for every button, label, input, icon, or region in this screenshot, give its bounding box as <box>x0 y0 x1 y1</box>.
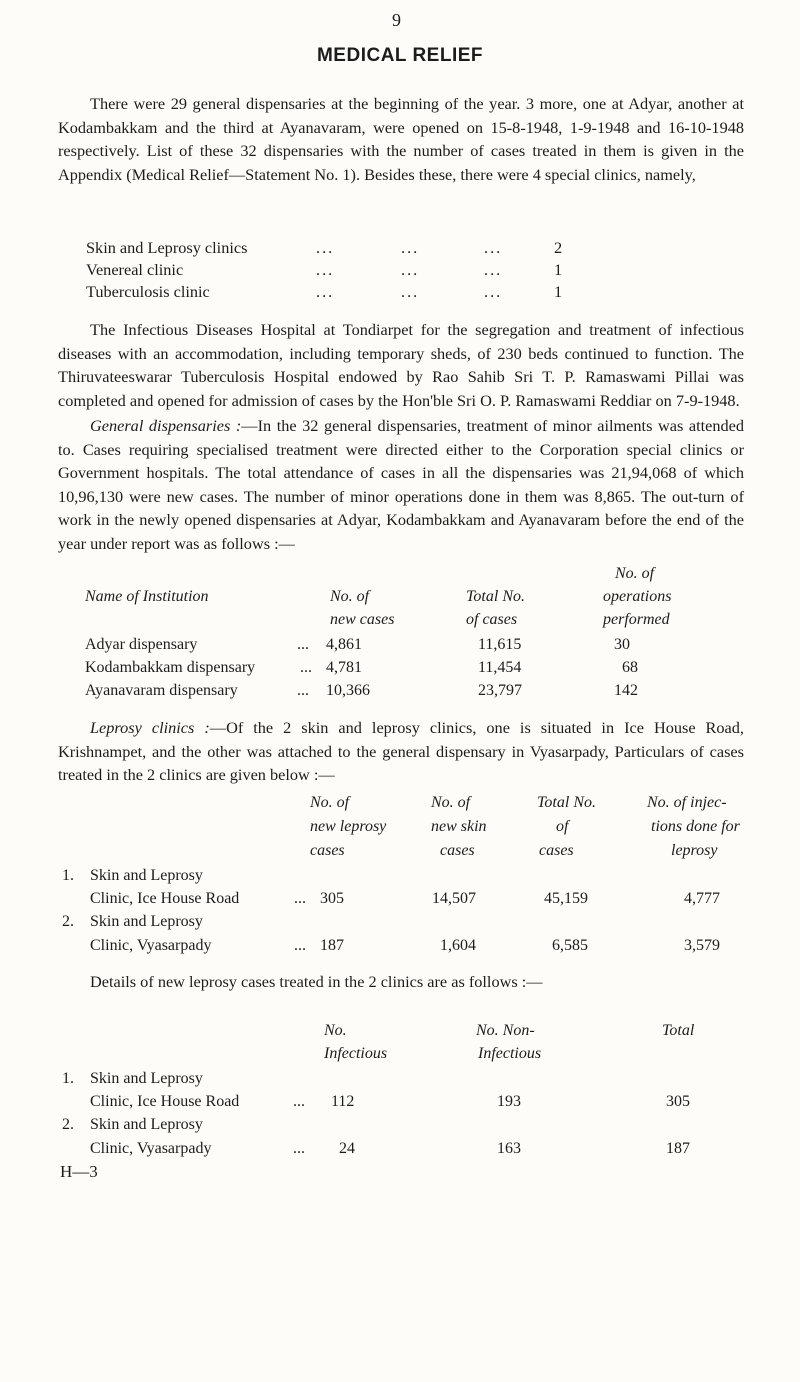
table-header: Total No. <box>537 794 596 811</box>
table-header: No. <box>324 1022 347 1039</box>
table-cell: Clinic, Ice House Road <box>90 890 240 907</box>
table-cell: 187 <box>320 937 344 954</box>
table-cell: Skin and Leprosy <box>90 1116 203 1133</box>
table-row-index: 2. <box>62 1116 74 1133</box>
table-cell: 142 <box>614 682 638 699</box>
table-cell: 10,366 <box>326 682 370 699</box>
list-item: Skin and Leprosy clinics ... ... ... 2 <box>86 238 563 257</box>
table-cell: 305 <box>666 1093 690 1110</box>
table-header: No. of <box>431 794 471 811</box>
table-header: cases <box>440 842 475 859</box>
table-header: No. of injec- <box>647 794 727 811</box>
table-row-index: 2. <box>62 913 74 930</box>
table-header: new leprosy <box>310 818 387 835</box>
table-cell: 14,507 <box>432 890 476 907</box>
clinic-label: Venereal clinic <box>86 260 184 279</box>
hospital-text: The Infectious Diseases Hospital at Tondiarpet for the segregation and treatment of infectious diseases with an accommodation, including temporary sheds, of 230 beds continued to function. The Thiruvateeswarar Tuberculosis Hospital endowed by Rao Sahib Sri T. P. Ramaswami Pillai was completed and opened for admission of cases by the Hon'ble Sri O. P. Ramaswami Reddiar on 7-9-1948. <box>58 320 744 410</box>
section-lead: General dispensaries : <box>90 416 242 435</box>
table-header: new cases <box>330 611 395 628</box>
section-lead: Leprosy clinics : <box>90 718 210 737</box>
table-header: cases <box>539 842 574 859</box>
table-header: of cases <box>466 611 518 628</box>
table-header: cases <box>310 842 345 859</box>
table-header: new skin <box>431 818 487 835</box>
table-row-index: 1. <box>62 1070 74 1087</box>
table-cell: Clinic, Vyasarpady <box>90 937 212 954</box>
table-cell: 187 <box>666 1140 690 1157</box>
list-item: Venereal clinic ... ... ... 1 <box>86 260 563 279</box>
table-cell: ... <box>293 1140 305 1157</box>
table-cell: 112 <box>331 1093 355 1110</box>
table-cell: 23,797 <box>478 682 522 699</box>
table-cell: Skin and Leprosy <box>90 1070 203 1087</box>
table-cell: 24 <box>339 1140 355 1157</box>
clinic-count: 1 <box>554 282 563 301</box>
table-cell: Clinic, Ice House Road <box>90 1093 240 1110</box>
table-cell: 193 <box>497 1093 521 1110</box>
table-cell: 30 <box>614 636 630 653</box>
clinic-count: 2 <box>554 238 563 257</box>
table-cell: 11,615 <box>478 636 522 653</box>
table-cell: Kodambakkam dispensary <box>85 659 256 676</box>
table-cell: 45,159 <box>544 890 588 907</box>
table-header: leprosy <box>671 842 718 859</box>
table-cell: 4,781 <box>326 659 362 676</box>
table-cell: Clinic, Vyasarpady <box>90 1140 212 1157</box>
table-header: tions done for <box>651 818 740 835</box>
table-header: No. of <box>310 794 350 811</box>
page-number: 9 <box>392 10 401 30</box>
table-cell: 305 <box>320 890 344 907</box>
list-item: Tuberculosis clinic ... ... ... 1 <box>86 282 563 301</box>
leprosy-details-text: Details of new leprosy cases treated in the 2 clinics are as follows :— <box>90 972 543 991</box>
table-cell: Skin and Leprosy <box>90 867 203 884</box>
page-title: MEDICAL RELIEF <box>316 45 484 66</box>
table-cell: ... <box>294 890 306 907</box>
table-cell: 4,861 <box>326 636 362 653</box>
table-cell: 3,579 <box>684 937 720 954</box>
table-cell: ... <box>297 636 309 653</box>
table-cell: ... <box>294 937 306 954</box>
table-cell: Adyar dispensary <box>85 636 198 653</box>
table-cell: 68 <box>622 659 638 676</box>
table-header: Total <box>662 1022 695 1039</box>
table-cell: ... <box>300 659 312 676</box>
table-header: Name of Institution <box>85 588 209 605</box>
table-header: Total No. <box>466 588 525 605</box>
general-dispensaries-text: —In the 32 general dispensaries, treatment of minor ailments was attended to. Cases requiring specialised treatment were directed either to the Corporation special clinics or Government hospitals. The total attendance of cases in all the dispensaries was 21,94,068 of which 10,96,130 were new cases. The number of minor operations done in them was 8,865. The out-turn of work in the newly opened dispensaries at Adyar, Kodambakkam and Ayanavaram before the end of the year under report was as follows :— <box>58 416 744 553</box>
table-row-index: 1. <box>62 867 74 884</box>
intro-text: There were 29 general dispensaries at the beginning of the year. 3 more, one at Adyar, another at Kodambakkam and the third at Ayanavaram, were opened on 15-8-1948, 1-9-1948 and 16-10-1948 respectively. List of these 32 dispensaries with the number of cases treated in them is given in the Appendix (Medical Relief—Statement No. 1). Besides these, there were 4 special clinics, namely, <box>58 94 744 184</box>
table-cell: ... <box>293 1093 305 1110</box>
table-cell: ... <box>297 682 309 699</box>
leprosy-clinics-text: —Of the 2 skin and leprosy clinics, one is situated in Ice House Road, Krishnampet, and the other was attached to the general dispensary in Vyasarpady, Particulars of cases treated in the 2 clinics are given below :— <box>58 718 744 784</box>
table-cell: 4,777 <box>684 890 720 907</box>
table-header: Infectious <box>324 1045 388 1062</box>
clinic-label: Tuberculosis clinic <box>86 282 210 301</box>
table-cell: 1,604 <box>440 937 476 954</box>
table-header: operations <box>603 588 672 605</box>
table-cell: 11,454 <box>478 659 522 676</box>
clinic-label: Skin and Leprosy clinics <box>86 238 248 257</box>
table-cell: 6,585 <box>552 937 588 954</box>
signature-mark: H—3 <box>60 1162 98 1181</box>
table-cell: Skin and Leprosy <box>90 913 203 930</box>
table-cell: Ayanavaram dispensary <box>85 682 238 699</box>
table-header: of <box>556 818 569 835</box>
table-cell: 163 <box>497 1140 521 1157</box>
table-header: No. of <box>330 588 370 605</box>
table-header: No. Non- <box>476 1022 535 1039</box>
table-header: Infectious <box>478 1045 542 1062</box>
table-header: performed <box>603 611 670 628</box>
clinic-count: 1 <box>554 260 563 279</box>
table-header: No. of <box>615 565 655 582</box>
